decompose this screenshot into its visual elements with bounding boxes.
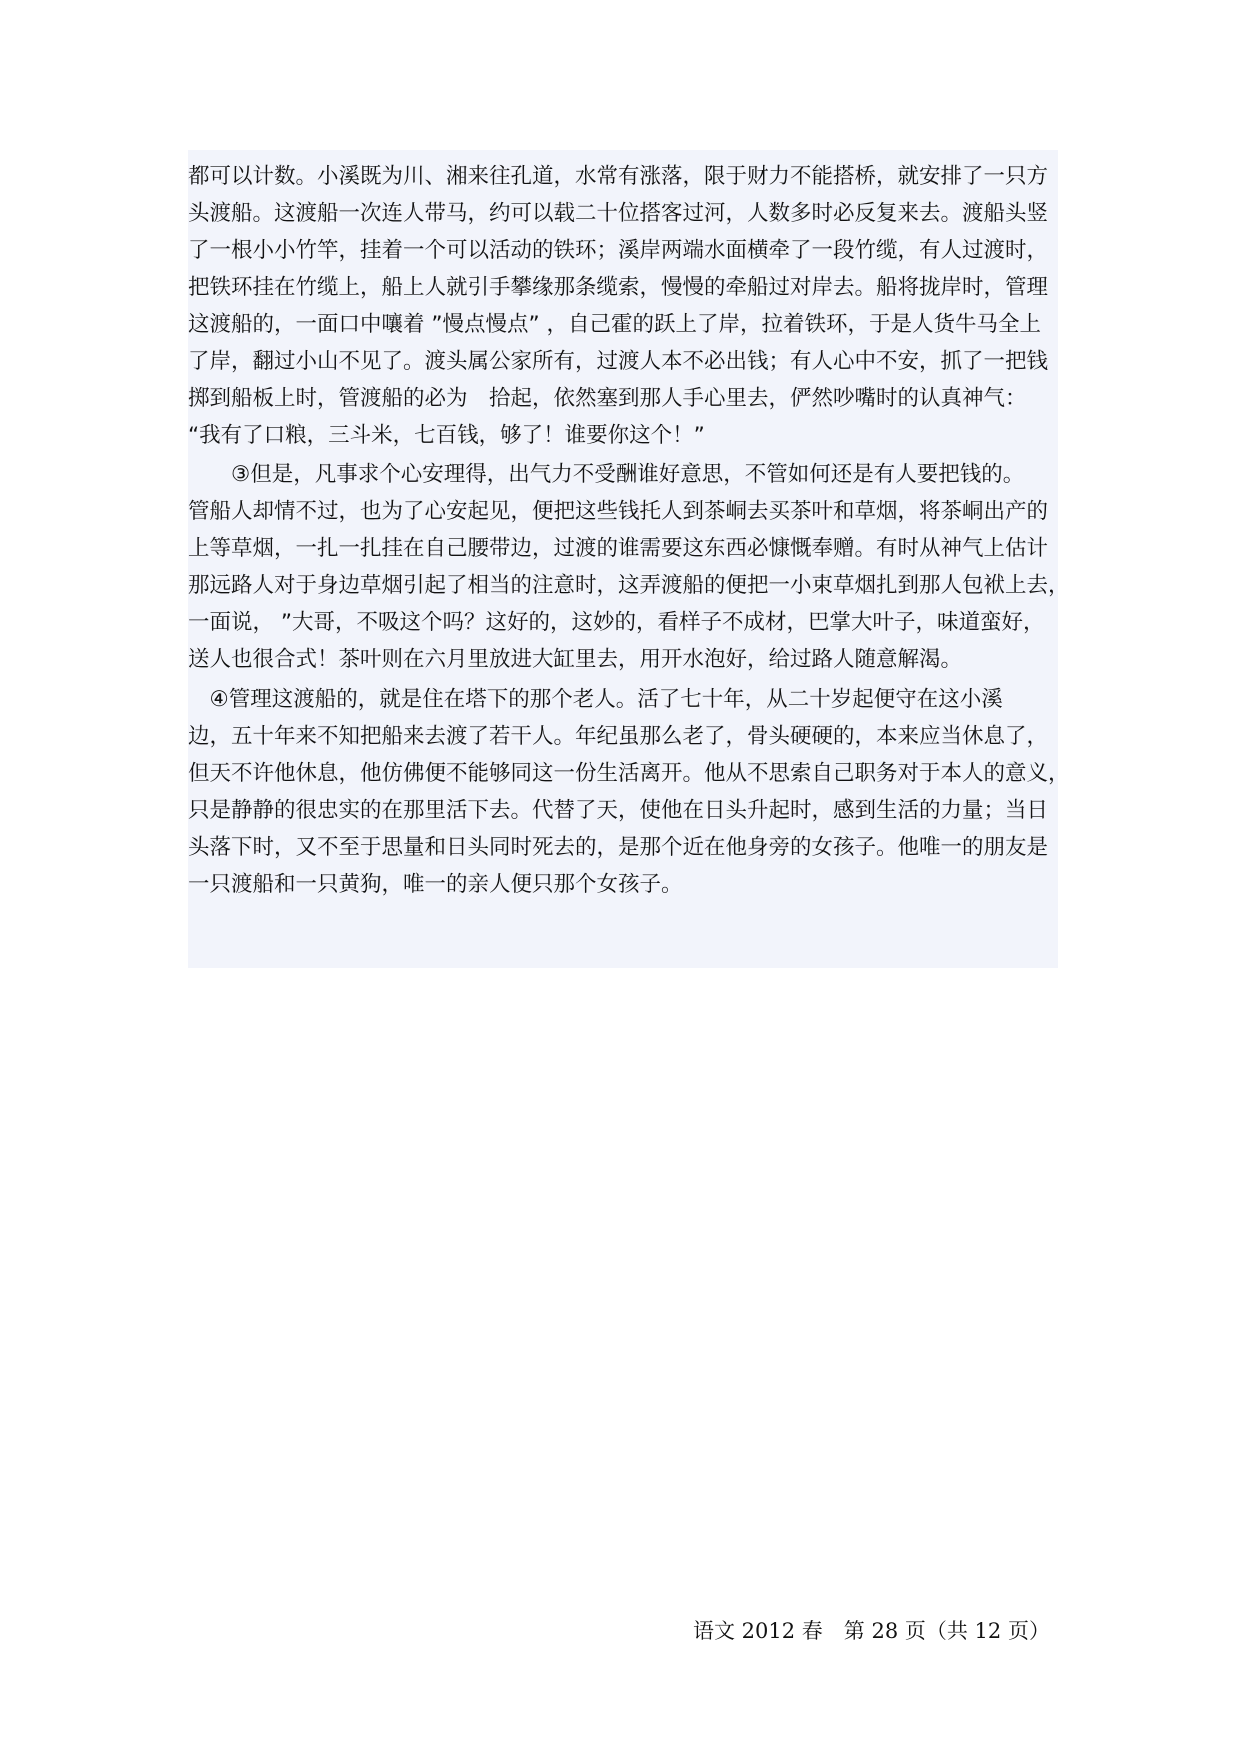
passage-line-16: 边，五十年来不知把船来去渡了若干人。年纪虽那么老了，骨头硬硬的，本来应当休息了， <box>188 724 1049 749</box>
passage-line-11: 上等草烟，一扎一扎挂在自己腰带边，过渡的谁需要这东西必慷慨奉赠。有时从神气上估计 <box>188 536 1049 561</box>
passage-line-5: 这渡船的，一面口中嚷着 ”慢点慢点” ，自己霍的跃上了岸，拉着铁环，于是人货牛马全上 <box>188 312 1041 337</box>
passage-line-10: 管船人却情不过，也为了心安起见，便把这些钱托人到茶峒去买茶叶和草烟，将茶峒出产的 <box>188 499 1049 524</box>
passage-line-1: 都可以计数。小溪既为川、湘来往孔道，水常有涨落，限于财力不能搭桥，就安排了一只方 <box>188 164 1049 189</box>
passage-line-4: 把铁环挂在竹缆上，船上人就引手攀缘那条缆索，慢慢的牵船过对岸去。船将拢岸时，管理 <box>188 275 1049 300</box>
passage-line-20: 一只渡船和一只黄狗，唯一的亲人便只那个女孩子。 <box>188 872 683 897</box>
passage-line-14: 送人也很合式！茶叶则在六月里放进大缸里去，用开水泡好，给过路人随意解渴。 <box>188 647 963 672</box>
passage-line-8: “我有了口粮，三斗米，七百钱，够了！谁要你这个！” <box>188 423 705 448</box>
passage-line-19: 头落下时，又不至于思量和日头同时死去的，是那个近在他身旁的女孩子。他唯一的朋友是 <box>188 835 1049 860</box>
passage-line-6: 了岸，翻过小山不见了。渡头属公家所有，过渡人本不必出钱；有人心中不安，抓了一把钱 <box>188 349 1049 374</box>
passage-line-9: ③但是，凡事求个心安理得，出气力不受酬谁好意思，不管如何还是有人要把钱的。 <box>188 462 1025 487</box>
page-footer: 语文 2012 春 第 28 页（共 12 页） <box>693 1619 1050 1643</box>
passage-line-17: 但天不许他休息，他仿佛便不能够同这一份生活离开。他从不思索自己职务对于本人的意义， <box>188 761 1070 786</box>
passage-line-13: 一面说， ”大哥，不吸这个吗？这好的，这妙的，看样子不成材，巴掌大叶子，味道蛮好， <box>188 610 1045 635</box>
passage-line-3: 了一根小小竹竿，挂着一个可以活动的铁环；溪岸两端水面横牵了一段竹缆，有人过渡时， <box>188 238 1049 263</box>
passage-line-18: 只是静静的很忠实的在那里活下去。代替了天，使他在日头升起时，感到生活的力量；当日 <box>188 798 1049 823</box>
passage-line-12: 那远路人对于身边草烟引起了相当的注意时，这弄渡船的便把一小束草烟扎到那人包袱上去， <box>188 573 1070 598</box>
passage-line-2: 头渡船。这渡船一次连人带马，约可以载二十位搭客过河，人数多时必反复来去。渡船头竖 <box>188 201 1049 226</box>
passage-line-15: ④管理这渡船的，就是住在塔下的那个老人。活了七十年，从二十岁起便守在这小溪 <box>188 687 1003 712</box>
passage-line-7: 掷到船板上时，管渡船的必为 拾起，依然塞到那人手心里去，俨然吵嘴时的认真神气： <box>188 386 1027 411</box>
